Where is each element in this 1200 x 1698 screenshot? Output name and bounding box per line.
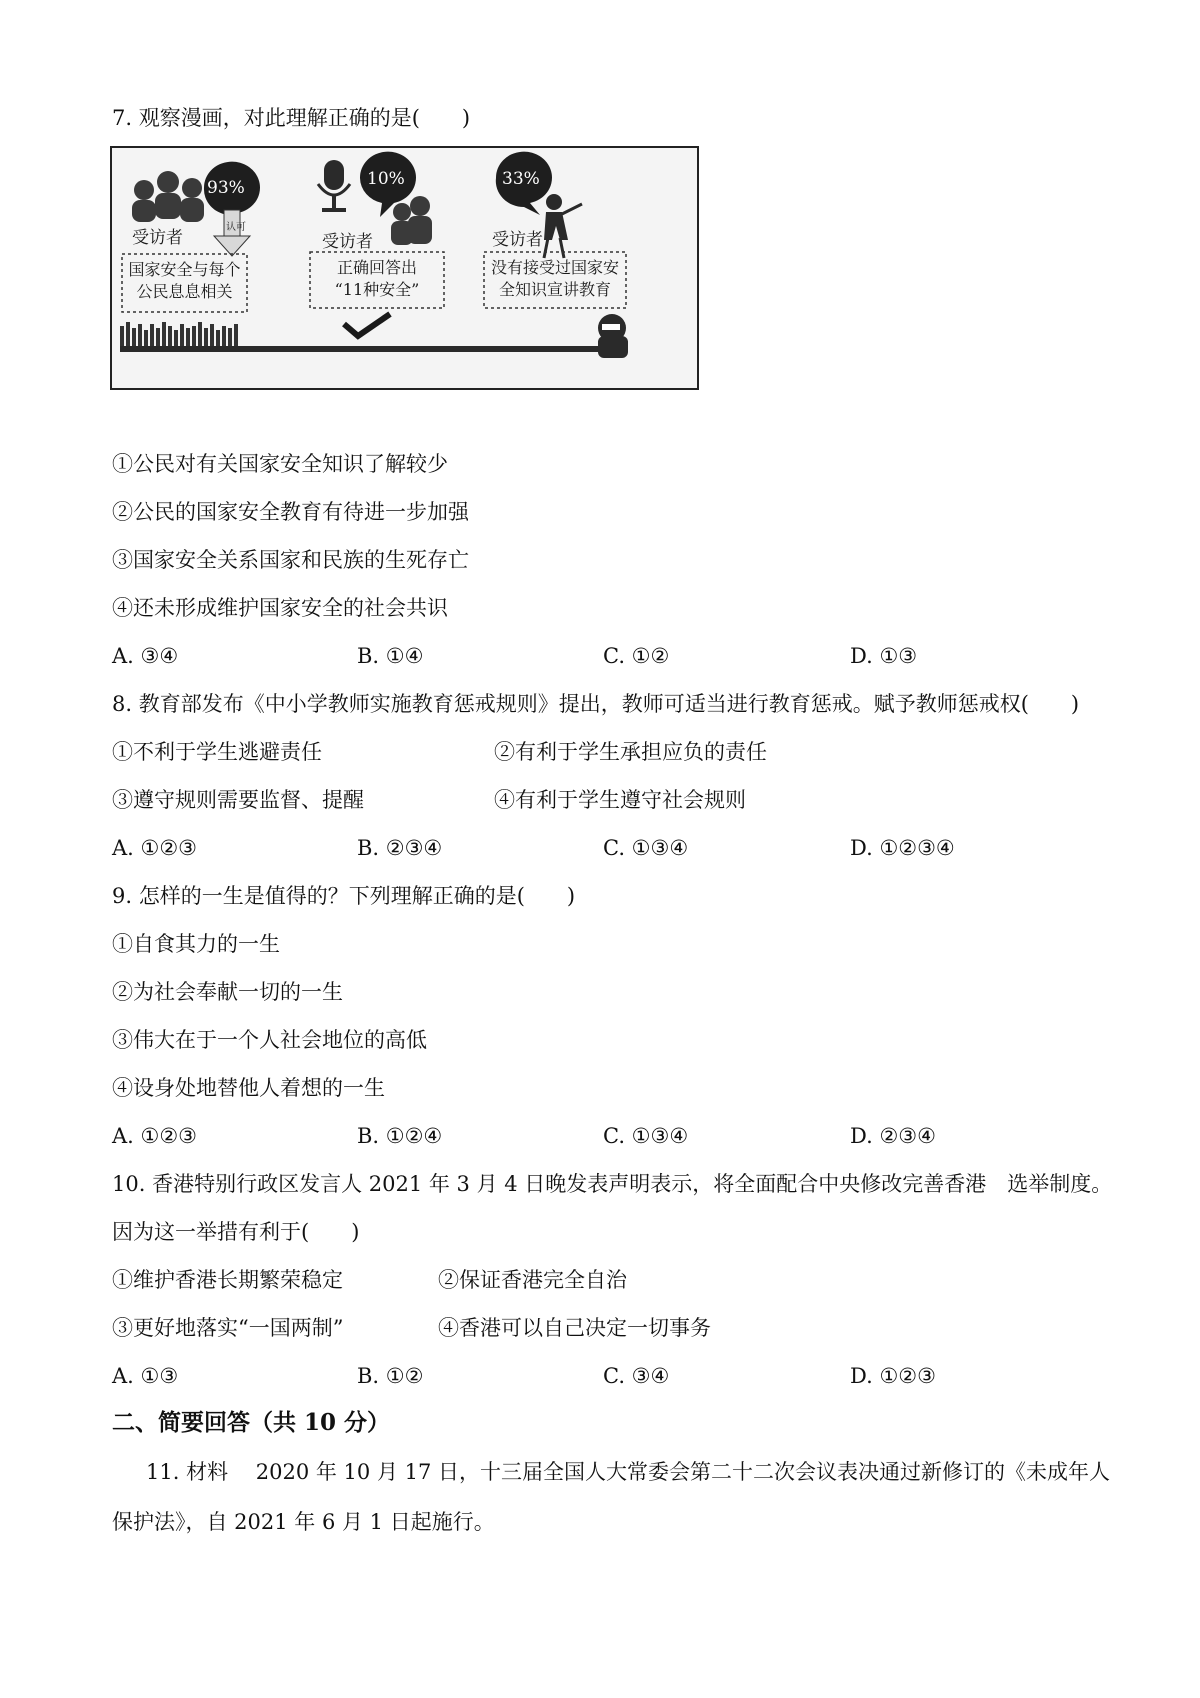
- q9-choice-a[interactable]: A. ①②③: [112, 1124, 197, 1148]
- q7-comic: [110, 146, 699, 390]
- q8-option-3: ③遵守规则需要监督、提醒: [112, 788, 364, 812]
- q10-choice-d[interactable]: D. ①②③: [850, 1364, 936, 1388]
- q8-choice-b[interactable]: B. ②③④: [357, 836, 443, 860]
- q9-option-1: ①自食其力的一生: [112, 932, 280, 956]
- speaker-label-3: 受访者: [492, 230, 543, 250]
- speech-bubble-33-icon: [496, 152, 552, 215]
- q9-stem: 9. 怎样的一生是值得的？下列理解正确的是( ): [112, 884, 576, 908]
- q10-option-4: ④香港可以自己决定一切事务: [438, 1316, 711, 1340]
- person-standing-icon: [544, 194, 582, 258]
- arrow-label: 认可: [226, 222, 246, 233]
- q11-line1: 11. 材料 2020 年 10 月 17 日，十三届全国人大常委会第二十二次会议表决通过新修订的《未成年人: [146, 1460, 1111, 1484]
- people-pair-icon: [391, 196, 432, 245]
- q8-option-2: ②有利于学生承担应负的责任: [494, 740, 767, 764]
- q9-option-3: ③伟大在于一个人社会地位的高低: [112, 1028, 427, 1052]
- q7-option-3: ③国家安全关系国家和民族的生死存亡: [112, 548, 469, 572]
- q7-choice-a[interactable]: A. ③④: [112, 644, 179, 668]
- speaker-label-2: 受访者: [322, 232, 373, 252]
- q10-choice-a[interactable]: A. ①③: [112, 1364, 179, 1388]
- q7-choice-d[interactable]: D. ①③: [850, 644, 918, 668]
- q10-option-3: ③更好地落实“一国两制”: [112, 1316, 344, 1340]
- q10-choice-b[interactable]: B. ①②: [357, 1364, 424, 1388]
- people-group-icon: [132, 171, 204, 222]
- q9-choice-d[interactable]: D. ②③④: [850, 1124, 936, 1148]
- q7-option-2: ②公民的国家安全教育有待进一步加强: [112, 500, 469, 524]
- q10-option-1: ①维护香港长期繁荣稳定: [112, 1268, 343, 1292]
- speaker-label-1: 受访者: [132, 228, 183, 248]
- bubble-10-text: 10%: [367, 169, 405, 189]
- q10-stem-line2: 因为这一举措有利于( ): [112, 1220, 360, 1244]
- q9-choice-c[interactable]: C. ①③④: [603, 1124, 689, 1148]
- box-text-2: 正确回答出 “11种安全”: [334, 258, 420, 299]
- section-title: 二、简要回答（共 10 分）: [112, 1409, 391, 1436]
- bubble-93-text: 93%: [207, 178, 245, 198]
- q8-option-4: ④有利于学生遵守社会规则: [494, 788, 746, 812]
- baseline-bar: [120, 346, 610, 352]
- q8-choice-c[interactable]: C. ①③④: [603, 836, 689, 860]
- bubble-33-text: 33%: [502, 169, 540, 189]
- q9-choice-b[interactable]: B. ①②④: [357, 1124, 443, 1148]
- box-text-1: 国家安全与每个 公民息息相关: [128, 260, 241, 301]
- q7-option-1: ①公民对有关国家安全知识了解较少: [112, 452, 448, 476]
- checkmark-icon: [344, 314, 390, 336]
- down-arrow-icon: [214, 210, 250, 256]
- q10-option-2: ②保证香港完全自治: [438, 1268, 627, 1292]
- crowd-strip-icon: [120, 322, 238, 346]
- q8-choice-d[interactable]: D. ①②③④: [850, 836, 955, 860]
- q9-option-2: ②为社会奉献一切的一生: [112, 980, 343, 1004]
- q7-choice-c[interactable]: C. ①②: [603, 644, 670, 668]
- q7-option-4: ④还未形成维护国家安全的社会共识: [112, 596, 448, 620]
- q7-choice-b[interactable]: B. ①④: [357, 644, 424, 668]
- box-text-3: 没有接受过国家安 全知识宣讲教育: [490, 258, 619, 299]
- q9-option-4: ④设身处地替他人着想的一生: [112, 1076, 385, 1100]
- q8-stem: 8. 教育部发布《中小学教师实施教育惩戒规则》提出，教师可适当进行教育惩戒。赋予教师惩戒权( ): [112, 692, 1080, 716]
- q8-choice-a[interactable]: A. ①②③: [112, 836, 197, 860]
- q10-choice-c[interactable]: C. ③④: [603, 1364, 670, 1388]
- q10-stem-line1: 10. 香港特别行政区发言人 2021 年 3 月 4 日晚发表声明表示，将全面配合中央修改完善香港 选举制度。: [112, 1172, 1113, 1196]
- q11-line2: 保护法》，自 2021 年 6 月 1 日起施行。: [112, 1510, 495, 1534]
- q7-stem: 7. 观察漫画，对此理解正确的是( ): [112, 106, 471, 130]
- q8-option-1: ①不利于学生逃避责任: [112, 740, 322, 764]
- microphone-icon: [318, 160, 350, 212]
